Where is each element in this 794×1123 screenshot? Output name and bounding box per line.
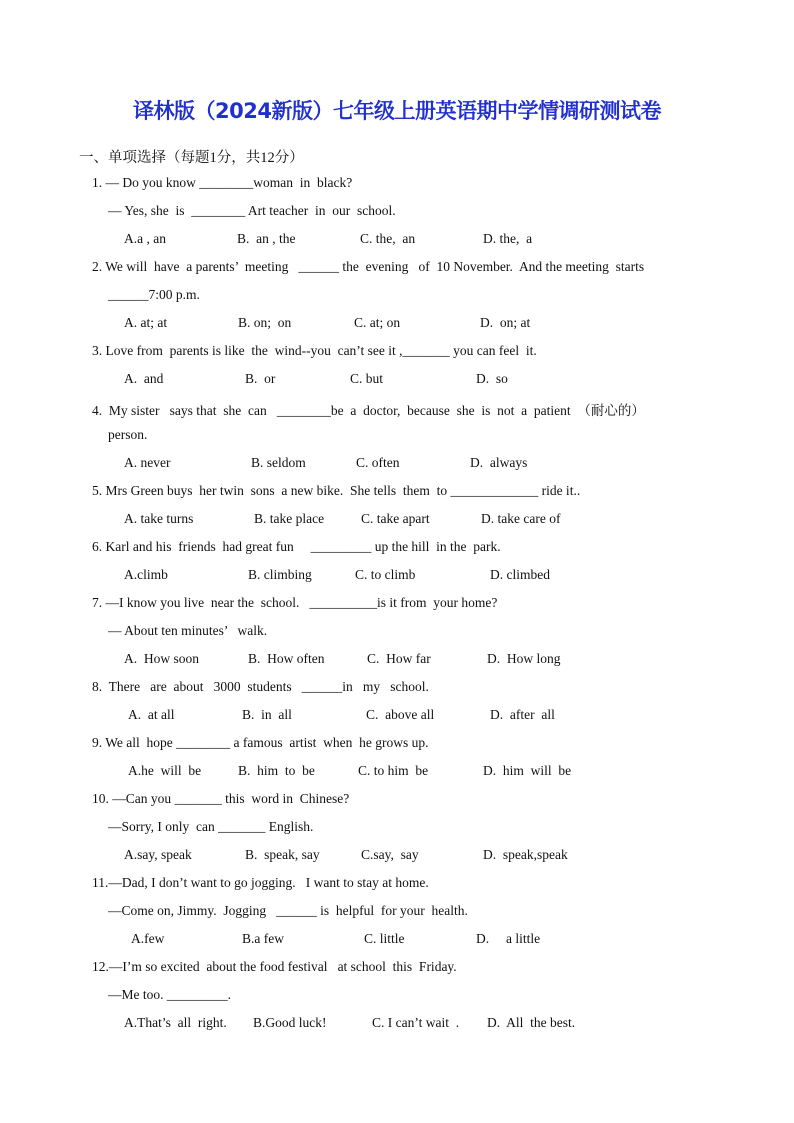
- question-stem: 11.—Dad, I don’t want to go jogging. I want to stay at home.: [92, 875, 429, 890]
- answer-option: B.a few: [242, 931, 284, 946]
- question-stem: 12.—I’m so excited about the food festival at school this Friday.: [92, 959, 457, 974]
- answer-option: C. at; on: [354, 315, 401, 330]
- question-stem: 5. Mrs Green buys her twin sons a new bike. She tells them to _____________ ride it..: [92, 483, 581, 498]
- answer-option: A.That’s all right.: [124, 1015, 227, 1030]
- question-stem: 2. We will have a parents’ meeting ______ the evening of 10 November. And the meeting starts: [92, 259, 645, 274]
- answer-option: B. How often: [248, 651, 325, 666]
- answer-option: A. never: [124, 455, 171, 470]
- answer-option: B. an , the: [237, 231, 296, 246]
- answer-option: B. seldom: [251, 455, 306, 470]
- section-heading: 一、单项选择（每题1分，共12分）: [79, 150, 304, 166]
- answer-option: C. to climb: [355, 567, 416, 582]
- answer-option: D. climbed: [490, 567, 550, 582]
- answer-option: B.Good luck!: [253, 1015, 327, 1030]
- answer-option: D. after all: [490, 707, 555, 722]
- answer-option: D. speak,speak: [483, 847, 568, 862]
- answer-option: A.few: [131, 931, 165, 946]
- question-stem: 1. — Do you know ________woman in black?: [92, 175, 353, 190]
- answer-option: D. take care of: [481, 511, 561, 526]
- question-stem: 7. —I know you live near the school. __________is it from your home?: [92, 595, 498, 610]
- answer-option: C. little: [364, 931, 405, 946]
- question-stem: 9. We all hope ________ a famous artist when he grows up.: [92, 735, 429, 750]
- question-continuation: —Come on, Jimmy. Jogging ______ is helpful for your health.: [108, 903, 468, 918]
- question-continuation: —Sorry, I only can _______ English.: [108, 819, 314, 834]
- answer-option: D. on; at: [480, 315, 531, 330]
- question-stem: 6. Karl and his friends had great fun _________ up the hill in the park.: [92, 539, 501, 554]
- question-stem: 10. —Can you _______ this word in Chinese?: [92, 791, 350, 806]
- answer-option: D. him will be: [483, 763, 572, 778]
- question-continuation: ______7:00 p.m.: [108, 287, 200, 302]
- answer-option: C.say, say: [361, 847, 419, 862]
- answer-option: D. All the best.: [487, 1015, 576, 1030]
- answer-option: A. at; at: [124, 315, 168, 330]
- question-continuation: — Yes, she is ________ Art teacher in our school.: [108, 203, 396, 218]
- answer-option: A.he will be: [128, 763, 202, 778]
- question-continuation: person.: [108, 427, 148, 442]
- answer-option: C. but: [350, 371, 384, 386]
- answer-option: D. always: [470, 455, 528, 470]
- answer-option: C. I can’t wait .: [372, 1015, 460, 1030]
- answer-option: B. in all: [242, 707, 292, 722]
- answer-option: B. climbing: [248, 567, 312, 582]
- question-stem: 4. My sister says that she can ________be a doctor, because she is not a patient （耐心的）: [92, 403, 645, 418]
- answer-option: A. How soon: [124, 651, 200, 666]
- answer-option: C. above all: [366, 707, 435, 722]
- answer-option: A. and: [124, 371, 164, 386]
- answer-option: C. How far: [367, 651, 431, 666]
- answer-option: B. or: [245, 371, 276, 386]
- question-continuation: — About ten minutes’ walk.: [108, 623, 268, 638]
- answer-option: A. take turns: [124, 511, 194, 526]
- answer-option: D. so: [476, 371, 508, 386]
- answer-option: B. on; on: [238, 315, 292, 330]
- answer-option: B. take place: [254, 511, 325, 526]
- answer-option: D. the, a: [483, 231, 533, 246]
- answer-option: A.a , an: [124, 231, 166, 246]
- answer-option: C. take apart: [361, 511, 430, 526]
- answer-option: A.say, speak: [124, 847, 192, 862]
- answer-option: C. often: [356, 455, 400, 470]
- page-title: 译林版（2024新版）七年级上册英语期中学情调研测试卷: [133, 99, 661, 123]
- question-continuation: —Me too. _________.: [108, 987, 231, 1002]
- question-stem: 3. Love from parents is like the wind--you can’t see it ,_______ you can feel it.: [92, 343, 537, 358]
- answer-option: B. him to be: [238, 763, 315, 778]
- answer-option: A. at all: [128, 707, 175, 722]
- answer-option: D. a little: [476, 931, 541, 946]
- answer-option: C. the, an: [360, 231, 416, 246]
- question-stem: 8. There are about 3000 students ______in my school.: [92, 679, 429, 694]
- answer-option: B. speak, say: [245, 847, 320, 862]
- answer-option: D. How long: [487, 651, 561, 666]
- answer-option: A.climb: [124, 567, 168, 582]
- answer-option: C. to him be: [358, 763, 429, 778]
